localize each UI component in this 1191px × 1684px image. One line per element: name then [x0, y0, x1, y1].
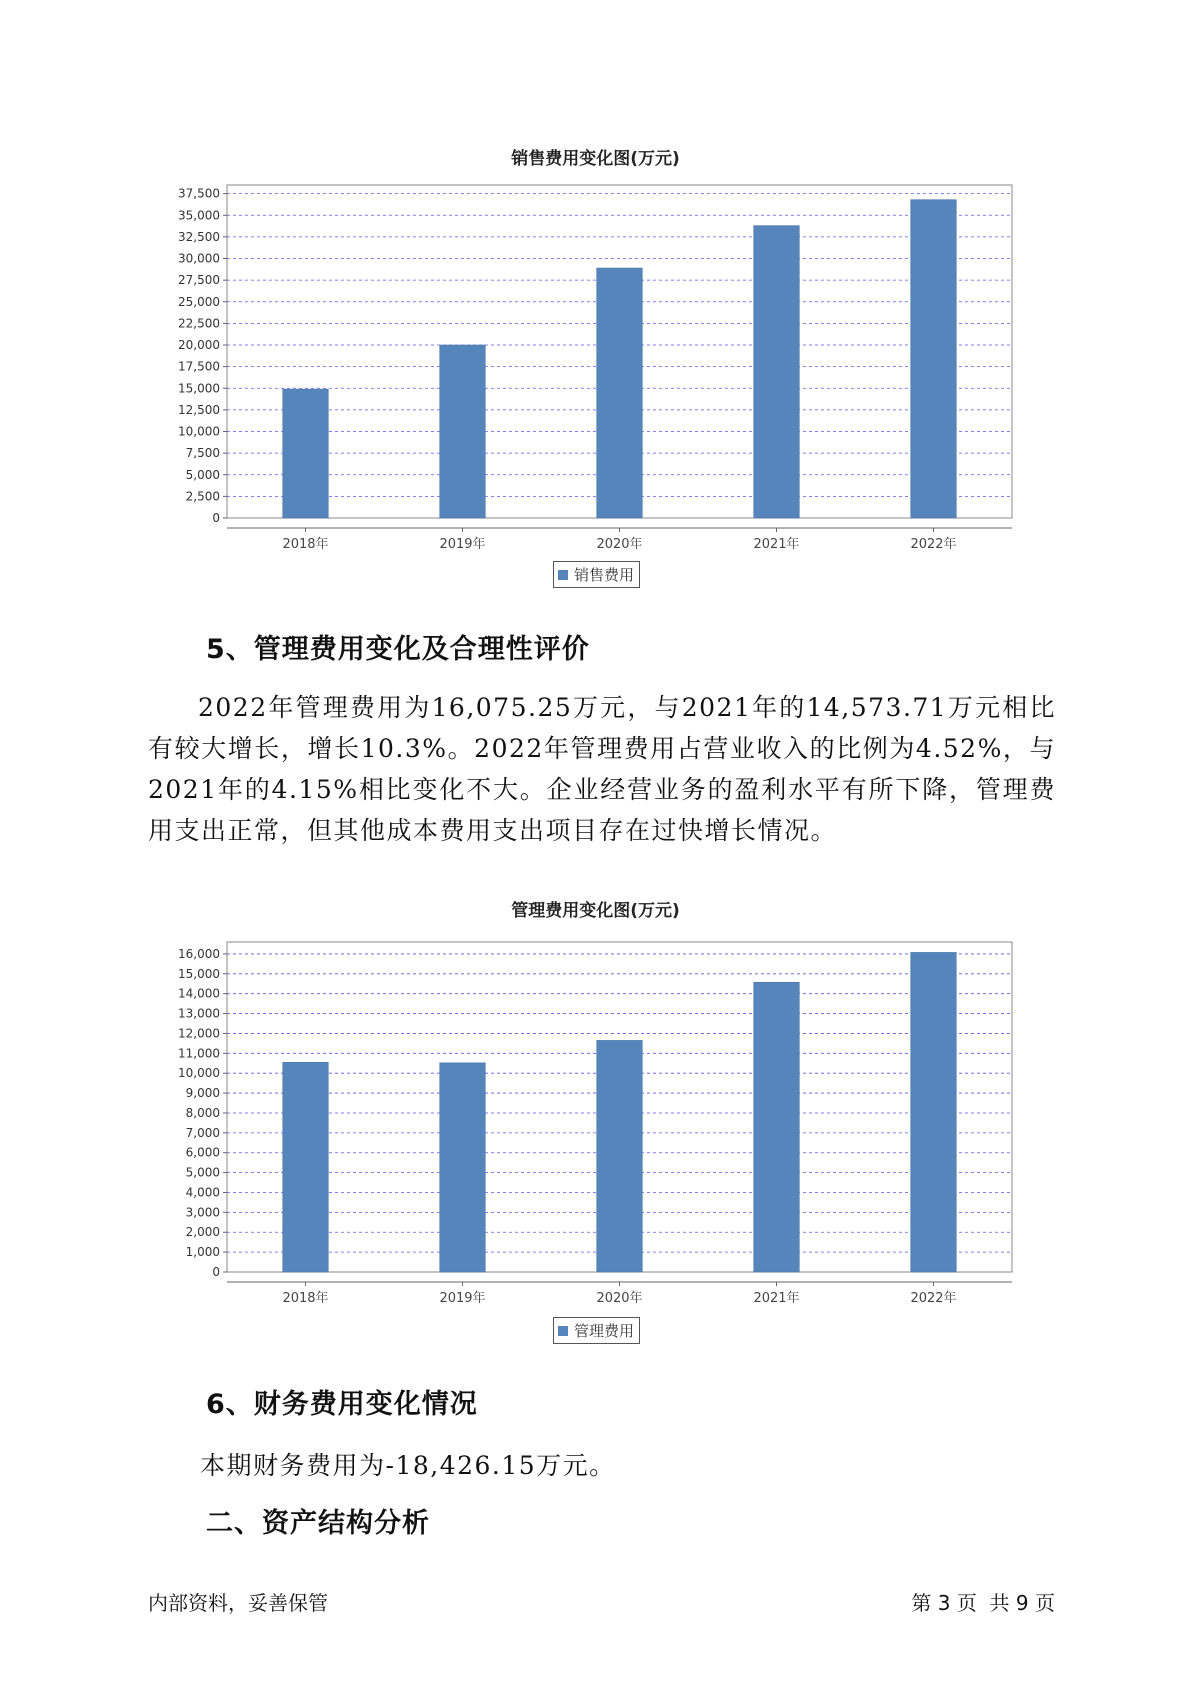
y-tick-label: 8,000: [185, 1105, 220, 1120]
y-tick-label: 27,500: [178, 273, 220, 288]
x-tick-label: 2019年: [439, 537, 486, 552]
y-tick-label: 25,000: [178, 294, 220, 309]
y-tick-label: 14,000: [178, 986, 220, 1001]
x-tick-label: 2022年: [910, 537, 957, 552]
bar: [911, 952, 957, 1272]
bar: [440, 345, 486, 518]
bar: [440, 1063, 486, 1272]
x-tick-label: 2019年: [439, 1291, 486, 1306]
admin-chart-title: 管理费用变化图(万元): [511, 901, 680, 921]
sales-expense-chart: [0, 175, 1191, 595]
y-tick-label: 7,500: [185, 446, 220, 461]
legend-swatch: [558, 1326, 568, 1336]
y-tick-label: 15,000: [178, 966, 220, 981]
bar: [911, 200, 957, 518]
y-tick-label: 35,000: [178, 208, 220, 223]
legend-label: 管理费用: [574, 1322, 635, 1340]
finance-expense-text: 本期财务费用为-18,426.15万元。: [200, 1451, 616, 1480]
y-tick-label: 0: [212, 511, 220, 525]
bar: [597, 268, 643, 518]
y-tick-label: 12,000: [178, 1026, 220, 1041]
y-tick-label: 4,000: [185, 1185, 220, 1200]
y-tick-label: 32,500: [178, 229, 220, 244]
footer-page-number: 第 3 页 共 9 页: [911, 1591, 1055, 1615]
y-tick-label: 13,000: [178, 1006, 220, 1021]
x-tick-label: 2018年: [282, 537, 329, 552]
admin-expense-heading: 5、管理费用变化及合理性评价: [206, 634, 590, 665]
x-tick-label: 2020年: [596, 537, 643, 552]
x-tick-label: 2018年: [282, 1291, 329, 1306]
y-tick-label: 7,000: [185, 1125, 220, 1140]
y-tick-label: 12,500: [178, 402, 220, 417]
asset-structure-heading: 二、资产结构分析: [206, 1508, 430, 1539]
y-tick-label: 30,000: [178, 251, 220, 266]
x-tick-label: 2020年: [596, 1291, 643, 1306]
bar: [283, 389, 329, 518]
y-tick-label: 3,000: [185, 1205, 220, 1220]
y-tick-label: 2,000: [185, 1225, 220, 1240]
y-tick-label: 22,500: [178, 316, 220, 331]
x-tick-label: 2021年: [753, 1291, 800, 1306]
y-tick-label: 5,000: [185, 1165, 220, 1180]
y-tick-label: 2,500: [185, 489, 220, 504]
x-tick-label: 2022年: [910, 1291, 957, 1306]
sales-chart-title: 销售费用变化图(万元): [511, 149, 680, 169]
admin-expense-paragraph: 2022年管理费用为16,075.25万元，与2021年的14,573.71万元相比有较大增长，增长10.3%。2022年管理费用占营业收入的比例为4.52%，与2021年的4.15%相比变化不大。企业经营业务的盈利水平有所下降，管理费用支出正常，但其他成本费用支出项目存在过快增长情况。: [148, 693, 1056, 845]
legend-label: 销售费用: [574, 566, 635, 584]
bar: [754, 226, 800, 518]
bar: [283, 1062, 329, 1272]
y-tick-label: 16,000: [178, 946, 220, 961]
admin-chart-legend: [553, 1317, 640, 1344]
y-tick-label: 10,000: [178, 1066, 220, 1081]
y-tick-label: 9,000: [185, 1086, 220, 1101]
y-tick-label: 1,000: [185, 1245, 220, 1260]
y-tick-label: 6,000: [185, 1145, 220, 1160]
y-tick-label: 0: [212, 1265, 220, 1279]
y-tick-label: 17,500: [178, 359, 220, 374]
y-tick-label: 11,000: [178, 1046, 220, 1061]
y-tick-label: 15,000: [178, 381, 220, 396]
y-tick-label: 5,000: [185, 467, 220, 482]
y-tick-label: 20,000: [178, 338, 220, 353]
footer-confidential-note: 内部资料，妥善保管: [148, 1591, 328, 1615]
x-tick-label: 2021年: [753, 537, 800, 552]
y-tick-label: 10,000: [178, 424, 220, 439]
sales-chart-legend: [553, 561, 640, 588]
y-tick-label: 37,500: [178, 186, 220, 201]
bar: [597, 1040, 643, 1272]
legend-swatch: [558, 570, 568, 580]
bar: [754, 982, 800, 1272]
admin-expense-chart: [0, 930, 1191, 1350]
finance-expense-heading: 6、财务费用变化情况: [206, 1389, 478, 1420]
